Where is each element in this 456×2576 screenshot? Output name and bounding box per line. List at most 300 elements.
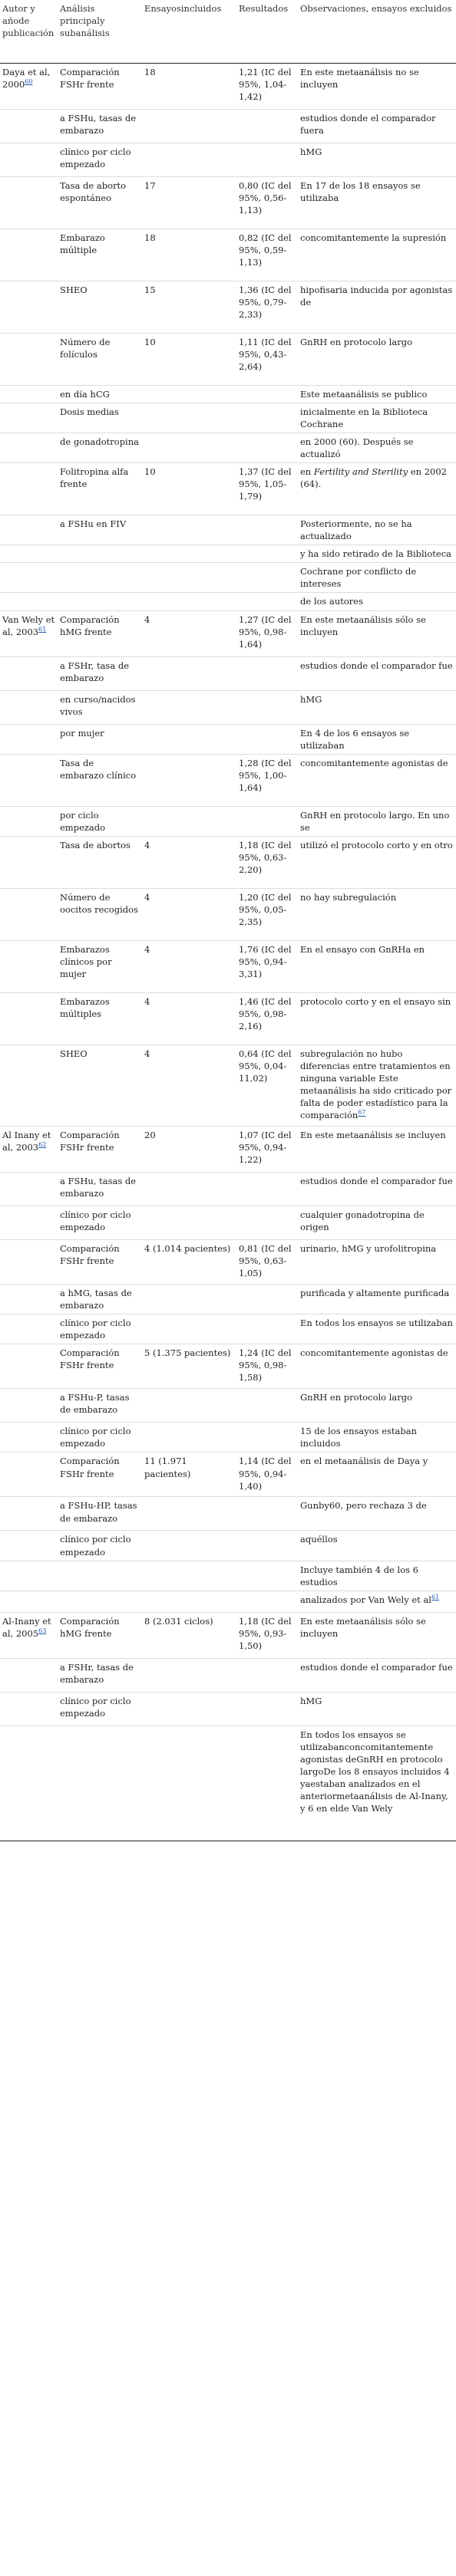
cell-results: 1,14 (IC del 95%, 0,94-1,40) (236, 1452, 298, 1497)
cell-notes (298, 545, 456, 563)
cell-results: 1,24 (IC del 95%, 0,98-1,58) (236, 1344, 298, 1389)
notes-text: aquéllos (300, 1534, 338, 1545)
cell-results: 1,46 (IC del 95%, 0,98-2,16) (236, 992, 298, 1045)
cell-notes (298, 1452, 456, 1497)
cell-notes (298, 462, 456, 515)
table-row (0, 1126, 456, 1172)
notes-text: protocolo corto y en el ensayo sin (300, 995, 451, 1007)
cell-notes (298, 610, 456, 656)
table-row (0, 109, 456, 143)
cell-results (236, 1531, 298, 1561)
table-row (0, 1389, 456, 1423)
cell-trials (142, 1423, 236, 1452)
cell-notes (298, 281, 456, 333)
cell-notes (298, 1561, 456, 1591)
reference-sup (38, 626, 46, 633)
table-row (0, 545, 456, 563)
cell-results (236, 1206, 298, 1239)
cell-trials (142, 515, 236, 544)
cell-author (0, 433, 58, 462)
cell-analysis: Comparación FSHr frente (58, 1452, 142, 1497)
cell-analysis: Comparación FSHr frente (58, 1239, 142, 1284)
notes-text: hMG (300, 693, 322, 705)
cell-notes (298, 806, 456, 836)
cell-results (236, 656, 298, 690)
cell-results: 0,80 (IC del 95%, 0,56-1,13) (236, 176, 298, 229)
notes-text: estudios donde el comparador fue (300, 1175, 453, 1186)
cell-author (0, 754, 58, 806)
cell-analysis: Comparación FSHr frente (58, 1344, 142, 1389)
table-row (0, 433, 456, 462)
cell-trials (142, 433, 236, 462)
cell-results (236, 403, 298, 433)
cell-notes (298, 333, 456, 385)
header-analysis: Análisis principaly subanálisis (58, 0, 142, 63)
table-row (0, 1726, 456, 1841)
cell-notes (298, 515, 456, 544)
header-notes: Observaciones, ensayos excluidos (298, 0, 456, 63)
cell-author (0, 940, 58, 992)
cell-analysis: Tasa de aborto espontáneo (58, 176, 142, 229)
cell-trials: 4 (142, 992, 236, 1045)
cell-notes (298, 724, 456, 754)
cell-results (236, 385, 298, 403)
cell-author (0, 656, 58, 690)
cell-notes (298, 385, 456, 403)
cell-trials (142, 385, 236, 403)
cell-trials (142, 593, 236, 610)
notes-text: de los autores (300, 596, 363, 607)
notes-text: inicialmente en la Biblioteca Cochrane (300, 406, 428, 429)
table-row (0, 1497, 456, 1531)
cell-notes (298, 1591, 456, 1612)
table-row (0, 593, 456, 610)
cell-analysis: Número de folículos (58, 333, 142, 385)
cell-results: 1,07 (IC del 95%, 0,94-1,22) (236, 1126, 298, 1172)
cell-results: 1,18 (IC del 95%, 0,63-2,20) (236, 836, 298, 888)
notes-text: urinario, hMG y urofolitropina (300, 1242, 437, 1254)
cell-notes (298, 1612, 456, 1658)
notes-text: En este metaanálisis no se incluyen (300, 66, 419, 90)
reference-link[interactable]: 67 (358, 1109, 366, 1117)
notes-text: GnRH en protocolo largo (300, 336, 413, 347)
cell-analysis: a FSHu, tasas de embarazo (58, 1172, 142, 1206)
cell-results: 1,76 (IC del 95%, 0,94-3,31) (236, 940, 298, 992)
cell-author (0, 1612, 58, 1658)
cell-author (0, 1284, 58, 1314)
reference-sup (358, 1110, 365, 1117)
cell-analysis: a FSHu-P, tasas de embarazo (58, 1389, 142, 1423)
cell-analysis (58, 1726, 142, 1841)
cell-notes (298, 690, 456, 724)
cell-trials: 4 (142, 940, 236, 992)
cell-author (0, 1126, 58, 1172)
notes-text: Posteriormente, no se ha actualizado (300, 518, 412, 542)
table-row (0, 1423, 456, 1452)
cell-trials: 4 (142, 1045, 236, 1126)
cell-notes (298, 1658, 456, 1692)
notes-text: En 4 de los 6 ensayos se utilizaban (300, 727, 410, 751)
cell-notes (298, 754, 456, 806)
cell-author (0, 1045, 58, 1126)
cell-author (0, 1344, 58, 1389)
notes-text: concomitantemente la supresión (300, 232, 447, 243)
table-row (0, 1692, 456, 1726)
cell-trials (142, 1561, 236, 1591)
reference-sup (38, 1141, 46, 1148)
cell-notes (298, 1239, 456, 1284)
cell-author (0, 724, 58, 754)
table-row (0, 724, 456, 754)
cell-notes (298, 1423, 456, 1452)
cell-results (236, 690, 298, 724)
cell-trials: 15 (142, 281, 236, 333)
cell-trials (142, 109, 236, 143)
cell-results: 1,27 (IC del 95%, 0,98-1,64) (236, 610, 298, 656)
cell-author (0, 1206, 58, 1239)
table-row (0, 940, 456, 992)
cell-notes (298, 433, 456, 462)
notes-text: analizados por Van Wely et al (300, 1594, 431, 1605)
cell-notes (298, 836, 456, 888)
table-row (0, 1344, 456, 1389)
cell-analysis (58, 593, 142, 610)
cell-notes (298, 1692, 456, 1726)
cell-results: 0,64 (IC del 95%, 0,04-11,02) (236, 1045, 298, 1126)
cell-results (236, 563, 298, 593)
cell-trials (142, 545, 236, 563)
cell-author (0, 462, 58, 515)
cell-author (0, 1239, 58, 1284)
table-row (0, 333, 456, 385)
cell-notes (298, 229, 456, 281)
cell-notes (298, 1726, 456, 1841)
table-body (0, 63, 456, 1841)
cell-results (236, 545, 298, 563)
cell-notes (298, 940, 456, 992)
cell-analysis: Embarazo múltiple (58, 229, 142, 281)
table-row (0, 806, 456, 836)
cell-trials: 18 (142, 63, 236, 109)
notes-text: Cochrane por conflicto de intereses (300, 566, 417, 590)
cell-analysis: en día hCG (58, 385, 142, 403)
table-row (0, 403, 456, 433)
cell-analysis: Número de oocitos recogidos (58, 888, 142, 940)
cell-analysis (58, 563, 142, 593)
notes-text: 15 de los ensayos estaban incluidos (300, 1426, 418, 1449)
cell-trials (142, 690, 236, 724)
notes-text: En todos los ensayos se utilizaban (300, 1318, 453, 1329)
cell-analysis: a hMG, tasas de embarazo (58, 1284, 142, 1314)
reference-link[interactable]: 60 (25, 77, 33, 85)
table-row (0, 143, 456, 176)
cell-trials (142, 1497, 236, 1531)
reference-link[interactable]: 63 (38, 1627, 47, 1635)
cell-analysis: clínico por ciclo empezado (58, 1692, 142, 1726)
cell-analysis: Dosis medias (58, 403, 142, 433)
cell-author (0, 1172, 58, 1206)
cell-author (0, 610, 58, 656)
cell-trials (142, 1658, 236, 1692)
cell-author (0, 1314, 58, 1344)
table-row (0, 1561, 456, 1591)
cell-notes (298, 1531, 456, 1561)
notes-text: Incluye también 4 de los 6 estudios (300, 1564, 418, 1587)
reference-link[interactable]: 61 (431, 1594, 440, 1601)
notes-text: no hay subregulación (300, 891, 397, 903)
table-row (0, 229, 456, 281)
table-row (0, 385, 456, 403)
reference-sup (25, 78, 32, 85)
cell-analysis: Embarazos clínicos por mujer (58, 940, 142, 992)
notes-text: hipofisaria inducida por agonistas de (300, 284, 453, 308)
cell-results (236, 1658, 298, 1692)
table-row (0, 1531, 456, 1561)
table-row (0, 281, 456, 333)
cell-author (0, 63, 58, 109)
table-row (0, 63, 456, 109)
table-row (0, 462, 456, 515)
cell-trials (142, 806, 236, 836)
cell-trials: 17 (142, 176, 236, 229)
cell-trials (142, 1726, 236, 1841)
cell-analysis: clínico por ciclo empezado (58, 1423, 142, 1452)
cell-author (0, 143, 58, 176)
cell-results (236, 1423, 298, 1452)
cell-notes (298, 1206, 456, 1239)
cell-trials: 4 (142, 888, 236, 940)
cell-results (236, 1172, 298, 1206)
notes-text: en el metaanálisis de Daya y (300, 1456, 428, 1467)
notes-text: estudios donde el comparador fue (300, 1661, 453, 1673)
cell-results (236, 1389, 298, 1423)
reference-sup (38, 1627, 46, 1634)
cell-trials (142, 1531, 236, 1561)
notes-text: cualquier gonadotropina de origen (300, 1209, 425, 1232)
cell-trials: 20 (142, 1126, 236, 1172)
cell-results (236, 143, 298, 176)
notes-text: y ha sido retirado de la Biblioteca (300, 548, 451, 560)
notes-text: En este metaanálisis sólo se incluyen (300, 1615, 426, 1639)
cell-author (0, 545, 58, 563)
header-results: Resultados (236, 0, 298, 63)
notes-text: en 2000 (60). Después se actualizó (300, 436, 414, 459)
cell-analysis (58, 1591, 142, 1612)
cell-author (0, 1531, 58, 1561)
cell-analysis: Comparación hMG frente (58, 1612, 142, 1658)
cell-trials (142, 1692, 236, 1726)
cell-results (236, 109, 298, 143)
cell-results (236, 806, 298, 836)
cell-trials (142, 754, 236, 806)
notes-text: concomitantemente agonistas de (300, 757, 448, 768)
cell-results: 1,18 (IC del 95%, 0,93-1,50) (236, 1612, 298, 1658)
table-row (0, 1612, 456, 1658)
cell-results (236, 1561, 298, 1591)
cell-trials: 5 (1.375 pacientes) (142, 1344, 236, 1389)
cell-results (236, 1591, 298, 1612)
cell-notes (298, 563, 456, 593)
table-row (0, 1452, 456, 1497)
cell-results (236, 1692, 298, 1726)
header-author: Autor y añode publicación (0, 0, 58, 63)
table-row (0, 1239, 456, 1284)
cell-results: 0,82 (IC del 95%, 0,59-1,13) (236, 229, 298, 281)
cell-analysis: Comparación FSHr frente (58, 63, 142, 109)
cell-notes (298, 1172, 456, 1206)
cell-author (0, 836, 58, 888)
journal-title: Fertility and Sterility (313, 466, 408, 477)
author-name: Van Wely et al, 2003 (2, 614, 55, 637)
cell-analysis: clínico por ciclo empezado (58, 1531, 142, 1561)
cell-author (0, 1497, 58, 1531)
cell-author (0, 229, 58, 281)
table-row (0, 656, 456, 690)
table-row (0, 515, 456, 544)
cell-notes (298, 403, 456, 433)
cell-results: 1,11 (IC del 95%, 0,43-2,64) (236, 333, 298, 385)
cell-results (236, 515, 298, 544)
cell-author (0, 1658, 58, 1692)
notes-text: hMG (300, 1695, 322, 1706)
notes-text: concomitantemente agonistas de (300, 1347, 448, 1359)
notes-text: En el ensayo con GnRHa en (300, 943, 425, 955)
notes-text: estudios donde el comparador fuera (300, 112, 436, 136)
cell-trials: 4 (142, 610, 236, 656)
cell-notes (298, 593, 456, 610)
notes-text: estudios donde el comparador fue (300, 660, 453, 671)
table-row (0, 1284, 456, 1314)
cell-author (0, 515, 58, 544)
cell-author (0, 1692, 58, 1726)
notes-text: En 17 de los 18 ensayos se utilizaba (300, 179, 421, 203)
cell-author (0, 563, 58, 593)
notes-text: GnRH en protocolo largo. En uno se (300, 809, 450, 833)
cell-author (0, 806, 58, 836)
cell-analysis: a FSHu-HP, tasas de embarazo (58, 1497, 142, 1531)
table-row (0, 176, 456, 229)
cell-analysis: Comparación FSHr frente (58, 1126, 142, 1172)
cell-analysis: por mujer (58, 724, 142, 754)
cell-analysis: en curso/nacidos vivos (58, 690, 142, 724)
cell-trials (142, 1206, 236, 1239)
cell-trials (142, 724, 236, 754)
cell-results (236, 1726, 298, 1841)
cell-notes (298, 1284, 456, 1314)
cell-analysis: a FSHu, tasas de embarazo (58, 109, 142, 143)
cell-author (0, 1389, 58, 1423)
table-row (0, 888, 456, 940)
cell-results: 1,37 (IC del 95%, 1,05-1,79) (236, 462, 298, 515)
cell-author (0, 1591, 58, 1612)
cell-trials (142, 1389, 236, 1423)
table-row (0, 836, 456, 888)
cell-notes (298, 63, 456, 109)
author-name: Al Inany et al, 2003 (2, 1129, 51, 1153)
cell-author (0, 1726, 58, 1841)
cell-results: 1,36 (IC del 95%, 0,79-2,33) (236, 281, 298, 333)
cell-trials: 10 (142, 462, 236, 515)
cell-analysis: SHEO (58, 1045, 142, 1126)
cell-notes (298, 656, 456, 690)
cell-analysis: clínico por ciclo empezado (58, 1206, 142, 1239)
notes-text: En este metaanálisis se incluyen (300, 1129, 446, 1140)
notes-text: En todos los ensayos se utilizabanconcomitantemente agonistas deGnRH en protocolo largoDe los 8 ensayos incluidos 4 yaestaban analizados en el anteriormetaanálisis de Al-Inany, y 6 en elde Van Wely (300, 1729, 450, 1814)
cell-analysis (58, 1561, 142, 1591)
cell-analysis: Folitropina alfa frente (58, 462, 142, 515)
table-row (0, 1172, 456, 1206)
notes-text: utilizó el protocolo corto y en otro (300, 839, 453, 850)
cell-notes (298, 109, 456, 143)
cell-author (0, 403, 58, 433)
cell-analysis: SHEO (58, 281, 142, 333)
cell-trials: 4 (1.014 pacientes) (142, 1239, 236, 1284)
reference-sup (431, 1594, 439, 1601)
cell-trials: 11 (1.971 pacientes) (142, 1452, 236, 1497)
notes-text: subregulación no hubo diferencias entre tratamientos en ninguna variable Este metaanálisis ha sido criticado por falta de poder estadístico para la comparación (300, 1048, 452, 1121)
cell-trials (142, 143, 236, 176)
notes-text: Gunby60, pero rechaza 3 de (300, 1500, 427, 1512)
cell-analysis: Comparación hMG frente (58, 610, 142, 656)
cell-results (236, 433, 298, 462)
table-row (0, 1658, 456, 1692)
cell-analysis: clínico por ciclo empezado (58, 143, 142, 176)
header-row (0, 0, 456, 63)
cell-trials (142, 1172, 236, 1206)
cell-author (0, 281, 58, 333)
reference-link[interactable]: 61 (38, 625, 47, 633)
cell-notes (298, 992, 456, 1045)
cell-author (0, 109, 58, 143)
table-row (0, 1314, 456, 1344)
cell-notes (298, 1126, 456, 1172)
cell-trials (142, 1314, 236, 1344)
cell-notes (298, 888, 456, 940)
table-row (0, 754, 456, 806)
cell-results (236, 593, 298, 610)
cell-results: 1,21 (IC del 95%, 1,04-1,42) (236, 63, 298, 109)
cell-analysis: Tasa de abortos (58, 836, 142, 888)
cell-trials: 8 (2.031 ciclos) (142, 1612, 236, 1658)
reference-link[interactable]: 62 (38, 1141, 47, 1149)
cell-notes (298, 176, 456, 229)
cell-author (0, 176, 58, 229)
cell-notes (298, 1389, 456, 1423)
cell-notes (298, 143, 456, 176)
cell-analysis: Embarazos múltiples (58, 992, 142, 1045)
author-name: Al-Inany et al, 2005 (2, 1615, 51, 1639)
table-header (0, 0, 456, 63)
cell-trials (142, 656, 236, 690)
cell-author (0, 333, 58, 385)
cell-notes (298, 1045, 456, 1126)
cell-analysis: por ciclo empezado (58, 806, 142, 836)
cell-trials: 10 (142, 333, 236, 385)
table-row (0, 690, 456, 724)
cell-notes (298, 1314, 456, 1344)
notes-text: purificada y altamente purificada (300, 1287, 450, 1298)
cell-author (0, 593, 58, 610)
cell-author (0, 1423, 58, 1452)
table-row (0, 563, 456, 593)
cell-trials: 4 (142, 836, 236, 888)
cell-author (0, 1561, 58, 1591)
cell-author (0, 992, 58, 1045)
cell-author (0, 1452, 58, 1497)
table-row (0, 992, 456, 1045)
cell-trials (142, 1591, 236, 1612)
cell-trials (142, 1284, 236, 1314)
